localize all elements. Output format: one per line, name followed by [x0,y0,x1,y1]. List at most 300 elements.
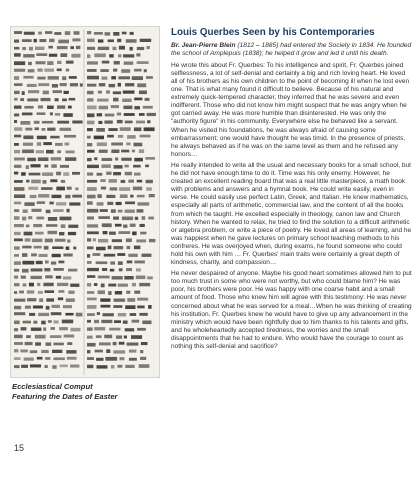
handwriting-stroke [94,54,106,58]
handwriting-stroke [134,127,142,131]
handwriting-stroke [132,150,135,153]
figure-column [10,26,160,426]
handwriting-stroke [125,202,135,205]
handwriting-stroke [144,127,155,131]
handwriting-stroke [70,328,80,332]
handwriting-stroke [134,261,145,264]
handwriting-stroke [68,291,74,294]
handwriting-stroke [114,320,121,323]
handwriting-stroke [118,135,123,138]
handwriting-stroke [87,150,95,153]
handwriting-stroke [25,342,33,345]
handwriting-stroke [140,224,145,227]
handwriting-stroke [87,336,93,339]
handwriting-stroke [87,201,93,205]
handwriting-stroke [71,54,80,58]
handwriting-stroke [117,113,121,116]
handwriting-stroke [47,128,55,131]
handwriting-stroke [139,364,150,368]
handwriting-stroke [101,187,106,190]
handwriting-stroke [126,268,132,271]
handwriting-stroke [87,195,96,199]
handwriting-stroke [47,106,54,110]
handwriting-stroke [145,157,155,160]
handwriting-stroke [42,128,46,131]
handwriting-stroke [36,53,47,56]
handwriting-stroke [101,164,111,168]
handwriting-stroke [87,173,93,176]
handwriting-stroke [98,290,105,294]
handwriting-stroke [139,113,145,116]
handwriting-stroke [145,165,149,168]
handwriting-stroke [97,365,108,368]
handwriting-stroke [38,313,49,316]
handwriting-stroke [148,305,152,309]
handwriting-stroke [31,276,42,279]
handwriting-stroke [113,32,119,36]
handwriting-stroke [14,180,23,183]
handwriting-stroke [59,232,64,235]
handwriting-stroke [28,90,39,93]
handwriting-stroke [41,321,46,325]
handwriting-stroke [33,224,42,227]
handwriting-stroke [139,313,147,316]
handwriting-stroke [80,83,83,86]
handwriting-stroke [117,253,125,256]
handwriting-stroke [73,247,76,250]
handwriting-stroke [35,335,46,339]
handwriting-stroke [127,298,135,302]
handwriting-stroke [113,350,125,353]
handwriting-stroke [33,306,43,309]
handwriting-stroke [126,143,130,146]
handwriting-stroke [127,261,133,264]
handwriting-stroke [87,216,94,219]
intro-author-name: Br. Jean-Pierre Blein [171,42,236,49]
handwriting-stroke [45,365,48,368]
handwriting-stroke [14,53,21,57]
handwriting-stroke [56,172,61,176]
handwriting-stroke [134,98,142,101]
handwriting-stroke [134,173,141,176]
handwriting-stroke [14,61,25,65]
handwriting-stroke [87,313,95,316]
handwriting-stroke [109,328,120,331]
handwriting-stroke [94,136,104,140]
handwriting-stroke [139,149,144,153]
handwriting-stroke [56,276,61,279]
handwriting-stroke [137,298,148,301]
handwriting-stroke [140,232,146,235]
handwriting-stroke [14,349,18,352]
handwriting-stroke [41,98,51,101]
handwriting-stroke [65,157,76,161]
handwriting-stroke [44,246,49,250]
handwriting-stroke [87,69,97,72]
handwriting-stroke [87,298,97,301]
handwriting-stroke [142,216,146,220]
handwriting-stroke [35,232,44,235]
handwriting-stroke [21,365,28,368]
handwriting-stroke [57,46,68,49]
handwriting-stroke [14,143,19,146]
handwriting-stroke [14,158,25,161]
handwriting-stroke [101,305,111,308]
handwriting-stroke [31,253,37,256]
handwriting-stroke [28,69,35,72]
handwriting-stroke [87,305,97,309]
handwriting-stroke [35,127,40,130]
handwriting-stroke [134,106,140,109]
handwriting-stroke [147,113,156,116]
handwriting-stroke [60,217,72,221]
handwriting-stroke [110,261,115,264]
handwriting-stroke [29,313,35,316]
handwriting-stroke [142,254,152,257]
handwriting-stroke [87,180,97,183]
handwriting-stroke [61,224,66,228]
handwriting-stroke [87,365,93,369]
handwriting-stroke [56,187,65,191]
handwriting-stroke [34,39,37,42]
handwriting-stroke [104,335,112,339]
handwriting-stroke [130,195,133,198]
handwriting-stroke [127,135,136,139]
handwriting-stroke [43,180,47,184]
handwriting-stroke [116,202,122,205]
handwriting-stroke [24,106,33,109]
handwriting-stroke [46,224,57,227]
handwriting-stroke [129,358,137,361]
handwriting-stroke [130,32,134,35]
handwriting-stroke [118,261,123,265]
handwriting-stroke [145,98,150,101]
handwriting-stroke [132,283,136,287]
handwriting-stroke [133,187,142,191]
handwriting-stroke [112,239,122,242]
handwriting-stroke [65,143,70,146]
handwriting-stroke [113,305,122,308]
handwriting-stroke [149,239,156,242]
handwriting-stroke [60,128,72,131]
handwriting-stroke [49,202,53,205]
handwriting-stroke [66,69,69,72]
handwriting-stroke [147,46,150,49]
handwriting-stroke [14,83,23,86]
handwriting-stroke [113,98,119,102]
handwriting-stroke [137,195,145,198]
handwriting-stroke [14,127,22,131]
handwriting-stroke [87,136,91,139]
handwriting-stroke [87,91,94,95]
handwriting-stroke [51,327,56,330]
handwriting-stroke [54,32,61,35]
handwriting-stroke [67,187,72,190]
handwriting-stroke [119,231,131,234]
handwriting-stroke [87,187,97,191]
handwriting-stroke [107,202,113,205]
handwriting-stroke [87,61,98,64]
handwriting-stroke [32,239,43,243]
handwriting-stroke [49,39,54,43]
handwriting-stroke [14,216,20,220]
handwriting-stroke [119,46,125,50]
handwriting-stroke [125,210,135,213]
handwriting-stroke [66,151,75,154]
handwriting-stroke [122,99,131,103]
handwriting-stroke [109,84,116,87]
handwriting-stroke [87,238,91,241]
handwriting-stroke [115,224,122,227]
handwriting-stroke [127,343,139,346]
handwriting-stroke [37,283,40,286]
handwriting-stroke [70,365,79,368]
handwriting-stroke [52,350,62,353]
handwriting-stroke [30,195,37,198]
handwriting-stroke [106,349,110,353]
handwriting-stroke [98,39,104,42]
handwriting-stroke [14,328,18,331]
handwriting-stroke [27,98,38,101]
handwriting-stroke [114,299,126,302]
handwriting-stroke [140,39,152,42]
handwriting-stroke [108,291,111,295]
handwriting-stroke [23,143,33,146]
handwriting-stroke [64,135,76,138]
handwriting-stroke [125,328,135,331]
handwriting-stroke [98,239,108,243]
handwriting-stroke [115,291,122,295]
handwriting-stroke [139,91,147,95]
handwriting-stroke [114,61,120,65]
handwriting-stroke [45,239,53,243]
handwriting-stroke [87,350,90,353]
handwriting-stroke [94,320,99,323]
handwriting-stroke [136,121,145,124]
handwriting-stroke [128,254,138,257]
handwriting-stroke [98,91,102,94]
handwriting-stroke [136,268,141,271]
handwriting-stroke [58,261,64,264]
handwriting-stroke [110,269,115,272]
handwriting-stroke [137,83,146,87]
handwriting-stroke [76,46,81,49]
handwriting-stroke [148,217,154,220]
handwriting-stroke [63,305,72,308]
handwriting-stroke [49,54,57,57]
handwriting-stroke [43,283,53,287]
handwriting-stroke [99,150,108,153]
handwriting-stroke [34,121,40,124]
handwriting-stroke [21,276,26,279]
handwriting-stroke [113,91,121,94]
handwriting-stroke [46,342,52,346]
handwriting-stroke [130,313,137,316]
handwriting-stroke [14,365,20,368]
handwriting-stroke [29,283,34,287]
handwriting-stroke [14,98,18,101]
handwriting-stroke [96,335,102,338]
handwriting-stroke [22,113,33,116]
handwriting-stroke [126,238,132,242]
handwriting-stroke [22,217,26,221]
handwriting-stroke [70,83,78,86]
handwriting-stroke [52,246,63,249]
handwriting-stroke [69,98,76,101]
handwriting-stroke [125,83,134,86]
handwriting-stroke [64,91,69,94]
handwritten-table-illustration [11,27,159,377]
handwriting-stroke [134,291,140,294]
handwriting-stroke [55,143,63,146]
handwriting-stroke [93,253,101,256]
handwriting-stroke [31,164,41,167]
handwriting-stroke [111,150,119,154]
handwriting-stroke [109,179,118,183]
handwriting-stroke [23,321,31,324]
handwriting-stroke [31,268,43,271]
handwriting-stroke [24,202,34,206]
handwriting-stroke [14,91,20,94]
handwriting-stroke [143,106,153,109]
handwriting-stroke [45,31,52,34]
handwriting-stroke [103,231,108,234]
handwriting-stroke [37,136,47,140]
handwriting-stroke [99,106,109,110]
handwriting-stroke [94,157,97,160]
handwriting-stroke [14,106,22,109]
handwriting-stroke [118,210,123,213]
article-intro [171,42,412,59]
handwriting-stroke [14,150,20,153]
handwriting-stroke [132,76,143,80]
handwriting-stroke [38,83,49,86]
handwriting-stroke [61,180,65,183]
handwriting-stroke [140,135,151,138]
handwriting-stroke [33,321,37,324]
handwriting-stroke [20,121,30,125]
handwriting-stroke [14,239,23,242]
handwriting-stroke [31,180,41,184]
handwriting-stroke [48,76,59,80]
handwriting-stroke [105,357,117,361]
handwriting-stroke [14,40,19,43]
handwriting-stroke [14,312,25,315]
handwriting-stroke [22,47,26,50]
handwriting-stroke [14,135,21,138]
handwriting-stroke [87,128,93,131]
handwriting-stroke [106,172,111,175]
handwriting-stroke [67,357,77,360]
handwriting-stroke [96,247,106,251]
handwriting-stroke [122,217,133,221]
handwriting-stroke [53,209,64,212]
handwriting-stroke [67,239,70,242]
handwriting-stroke [134,158,143,162]
handwriting-stroke [105,114,115,117]
handwriting-stroke [60,53,67,57]
handwriting-stroke [70,46,74,49]
handwriting-stroke [75,188,78,191]
handwriting-stroke [87,209,98,213]
handwriting-stroke [68,225,78,228]
handwriting-stroke [14,342,23,345]
handwriting-stroke [38,157,49,161]
handwriting-stroke [14,276,18,279]
handwriting-stroke [111,365,115,369]
handwriting-stroke [126,291,130,294]
handwriting-stroke [23,54,34,57]
handwriting-stroke [100,298,110,301]
handwriting-stroke [87,320,91,323]
handwriting-stroke [87,113,95,117]
handwriting-stroke [101,320,112,323]
handwriting-stroke [66,61,74,64]
handwriting-stroke [96,358,103,361]
handwriting-stroke [137,61,149,64]
handwriting-stroke [63,276,71,279]
handwriting-stroke [69,76,77,79]
handwriting-stroke [21,172,26,176]
handwriting-stroke [120,194,128,198]
handwriting-stroke [34,246,42,249]
handwriting-stroke [109,232,116,235]
handwriting-stroke [102,158,113,161]
article [171,27,412,354]
handwriting-stroke [134,143,143,147]
handwriting-stroke [43,142,52,145]
handwriting-stroke [87,143,92,146]
handwriting-stroke [111,76,116,79]
handwriting-stroke [131,335,142,339]
handwriting-stroke [68,106,72,109]
handwriting-stroke [36,150,44,153]
handwriting-stroke [122,32,127,35]
article-paragraph-2: He really intended to write all the usual and necessary books for a small school, but he did not have enough time to do it. Time was his only enemy. However, he created an excellent reading board that was a real little masterpiece, a math book with problems and answers and a hymnal book. He could write easily, even in verse. He could easily use perfect Latin, Greek, and Italian. He knew mathematics, especially all parts of arithmetic, commercial law, and the content of all the books from which he taught. He excelled especially in theology, canon law and Church history. When he wanted to relax, he tried to find the solution to a difficult arithmetic or algebra problem, or write a piece of poetry. He loved all areas of learning, and he was happiest when he gave lectures on primary school teaching methods to his confreres. He was overjoyed when, during exams, he found someone who could hold his own with him … Fr. Querbes' main traits were certainly a great depth of kindness, charity, and compassion… [171,161,412,267]
handwriting-stroke [14,357,21,360]
handwriting-stroke [108,128,117,131]
handwriting-stroke [125,121,133,124]
handwriting-stroke [87,261,92,264]
handwriting-stroke [46,306,50,310]
handwriting-stroke [28,62,32,65]
handwriting-stroke [22,246,31,249]
handwriting-stroke [46,210,51,214]
handwriting-stroke [48,217,57,221]
handwriting-stroke [136,239,146,242]
handwriting-stroke [45,290,55,293]
handwriting-stroke [50,136,59,139]
handwriting-stroke [118,313,127,316]
handwriting-stroke [38,291,43,294]
handwriting-stroke [87,224,98,227]
caption-line-1: Ecclesiastical Comput [12,382,93,391]
handwriting-stroke [44,69,54,72]
handwriting-stroke [129,350,137,353]
handwriting-stroke [87,98,94,101]
handwriting-stroke [48,320,52,323]
handwriting-stroke [14,187,24,191]
handwriting-stroke [58,40,69,44]
handwriting-stroke [124,336,127,339]
handwriting-stroke [127,246,131,249]
page-number: 15 [14,443,25,453]
handwriting-stroke [119,342,125,345]
handwriting-stroke [54,343,64,346]
handwriting-stroke [146,187,152,190]
handwriting-stroke [54,320,59,323]
handwriting-stroke [52,254,61,257]
